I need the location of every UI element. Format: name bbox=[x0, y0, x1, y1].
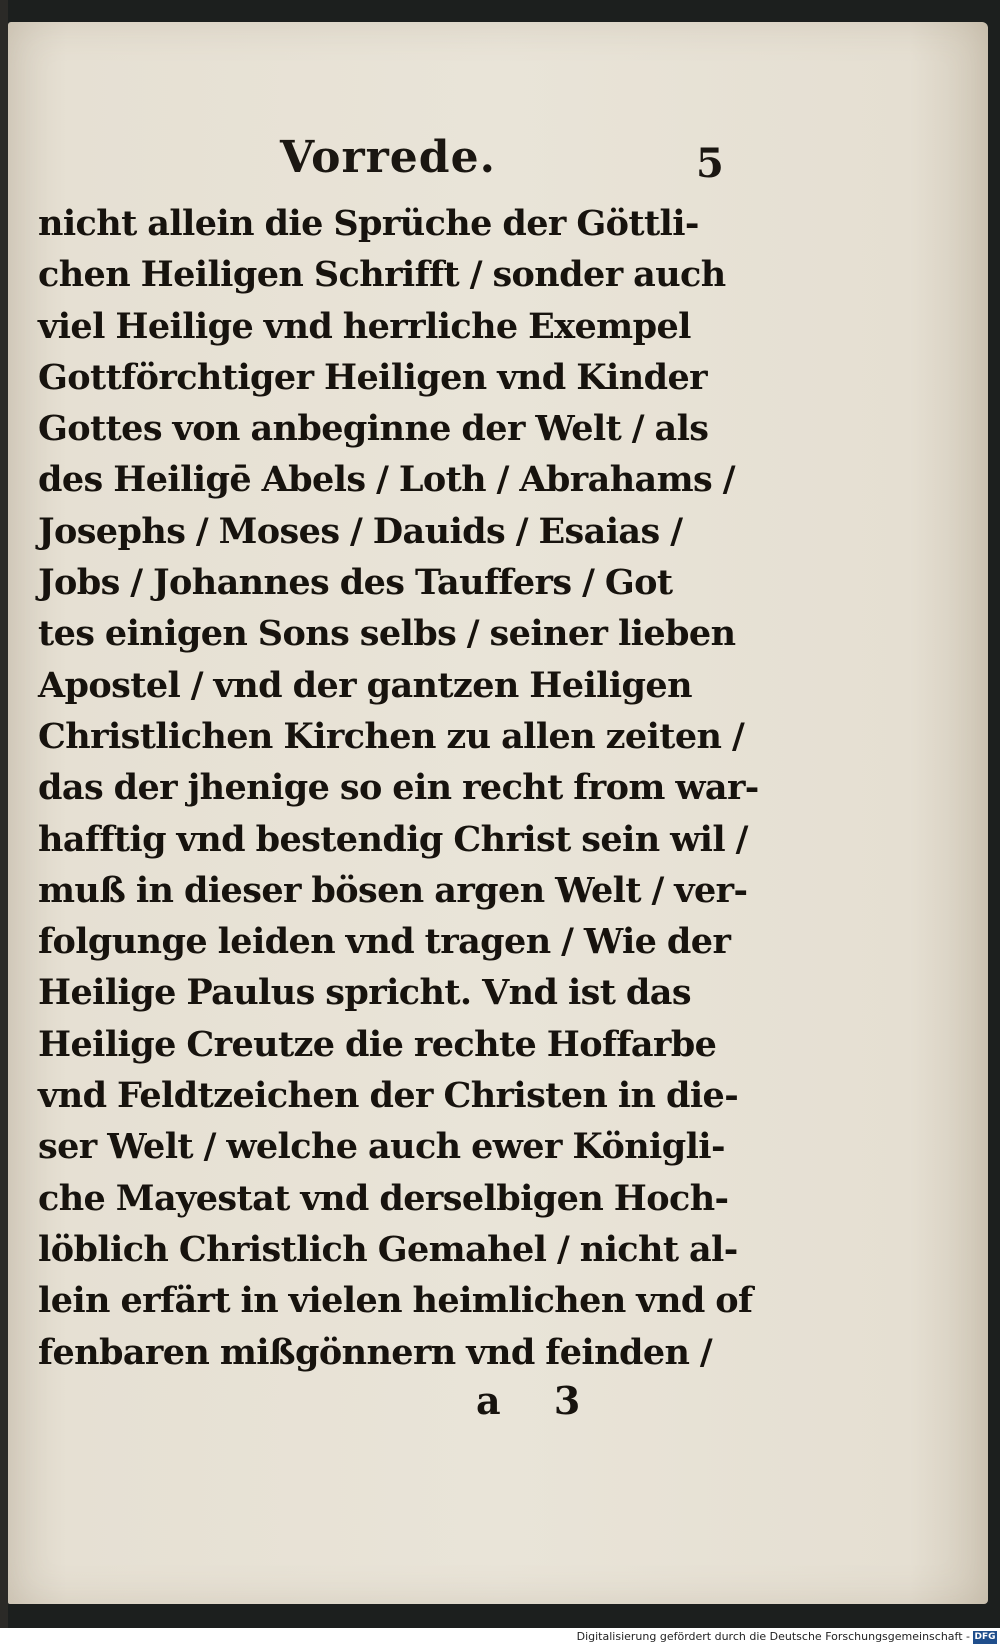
text-line: chen Heiligen Schrifft / sonder auch bbox=[38, 254, 726, 296]
text-line: lein erfärt in vielen heimlichen vnd of bbox=[38, 1280, 753, 1322]
text-line: folgunge leiden vnd tragen / Wie der bbox=[38, 921, 731, 963]
text-line: Gottförchtiger Heiligen vnd Kinder bbox=[38, 356, 707, 398]
page-number: 5 bbox=[696, 140, 724, 187]
signature-mark: a 3 bbox=[476, 1378, 581, 1423]
footer-credit: Digitalisierung gefördert durch die Deutsche Forschungsgemeinschaft - bbox=[576, 1630, 970, 1643]
text-line: tes einigen Sons selbs / seiner lieben bbox=[38, 613, 736, 655]
text-line: des Heiligē Abels / Loth / Abrahams / bbox=[38, 459, 735, 501]
dfg-logo: DFG bbox=[974, 1632, 996, 1642]
text-line: löblich Christlich Gemahel / nicht al- bbox=[38, 1228, 738, 1270]
text-line: Christlichen Kirchen zu allen zeiten / bbox=[38, 715, 745, 757]
text-line: fenbaren mißgönnern vnd feinden / bbox=[38, 1331, 713, 1373]
text-line: che Mayestat vnd derselbigen Hoch- bbox=[38, 1177, 729, 1219]
text-line: viel Heilige vnd herrliche Exempel bbox=[38, 305, 691, 347]
text-line: Jobs / Johannes des Tauffers / Got bbox=[38, 562, 673, 604]
text-line: nicht allein die Sprüche der Göttli- bbox=[38, 203, 699, 244]
book-edge bbox=[0, 0, 8, 1647]
text-line: Josephs / Moses / Dauids / Esaias / bbox=[38, 510, 683, 552]
text-line: ser Welt / welche auch ewer Königli- bbox=[38, 1126, 725, 1168]
text-line: Heilige Paulus spricht. Vnd ist das bbox=[38, 972, 691, 1014]
text-line: das der jhenige so ein recht from war- bbox=[38, 767, 759, 809]
running-head: Vorrede. bbox=[280, 132, 496, 183]
text-line: Gottes von anbeginne der Welt / als bbox=[38, 408, 709, 450]
text-line: muß in dieser bösen argen Welt / ver- bbox=[38, 869, 748, 911]
text-line: vnd Feldtzeichen der Christen in die- bbox=[38, 1075, 739, 1117]
text-line: Apostel / vnd der gantzen Heiligen bbox=[38, 664, 692, 706]
body-text bbox=[38, 198, 759, 1378]
text-line: Heilige Creutze die rechte Hoffarbe bbox=[38, 1023, 717, 1065]
text-line: hafftig vnd bestendig Christ sein wil / bbox=[38, 818, 748, 860]
